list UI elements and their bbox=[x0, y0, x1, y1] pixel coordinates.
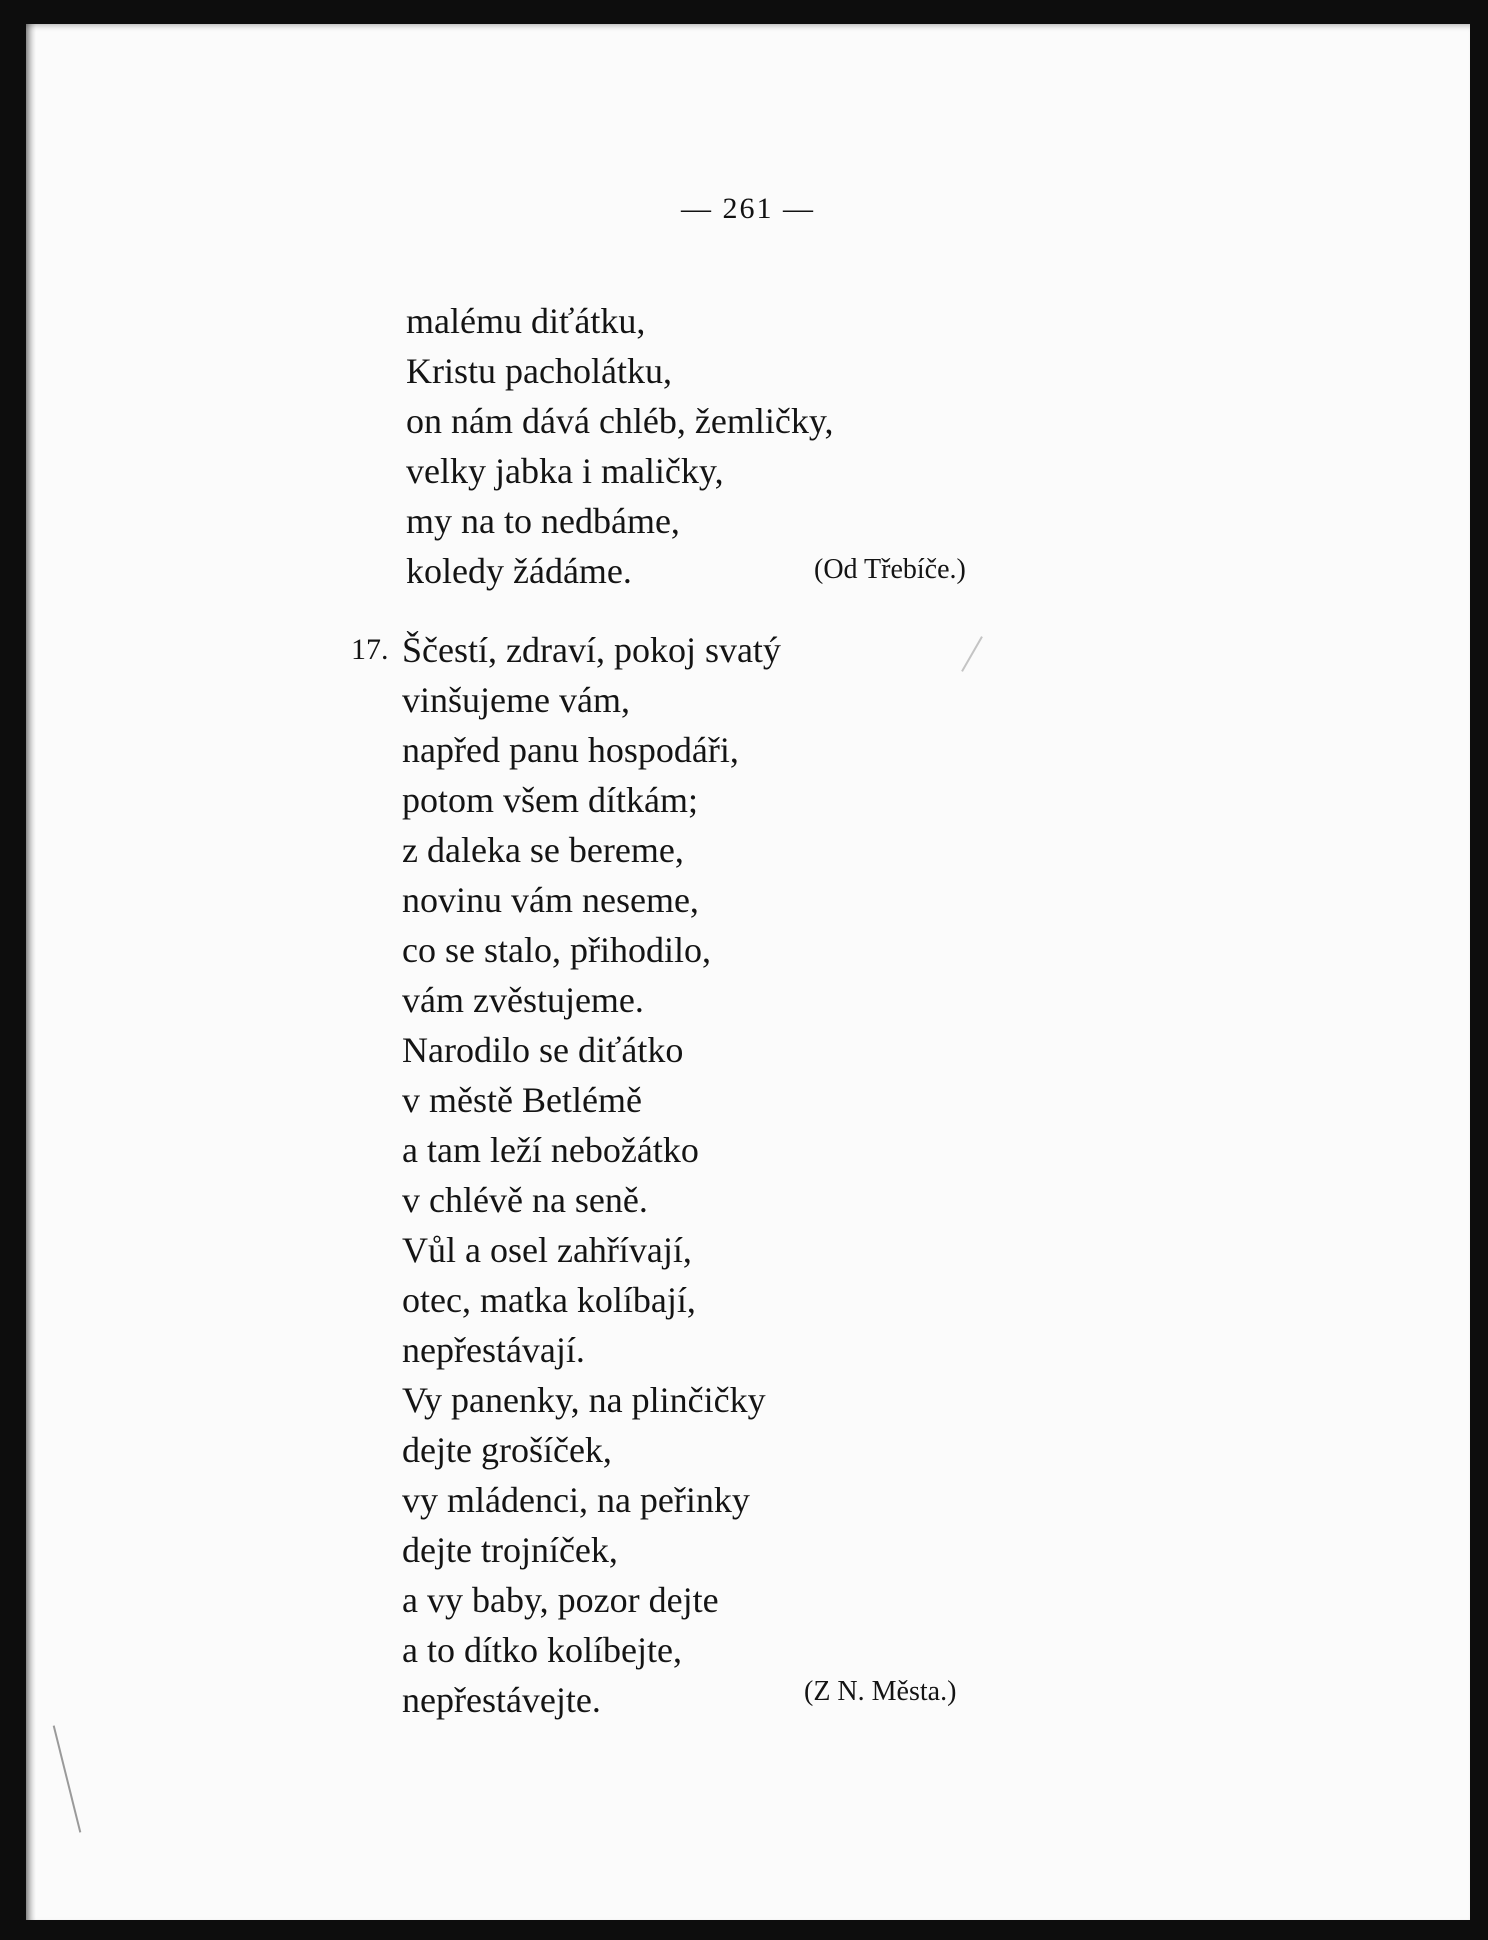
carol-16-text bbox=[406, 296, 834, 596]
pencil-mark bbox=[961, 636, 983, 672]
verse-line: otec, matka kolíbají, bbox=[402, 1280, 696, 1320]
verse-line: Narodilo se diťátko bbox=[402, 1030, 684, 1070]
verse-line: vám zvěstujeme. bbox=[402, 980, 644, 1020]
attribution-nove-mesto: (Z N. Města.) bbox=[804, 1676, 957, 1707]
pencil-mark bbox=[53, 1725, 82, 1832]
book-page bbox=[26, 24, 1470, 1920]
verse-line: nepřestávejte. bbox=[402, 1680, 601, 1720]
page-number: — 261 — bbox=[681, 192, 815, 225]
verse-line: dejte trojníček, bbox=[402, 1530, 618, 1570]
verse-line: my na to nedbáme, bbox=[406, 501, 680, 541]
carol-17-text bbox=[402, 625, 781, 1725]
verse-line: dejte grošíček, bbox=[402, 1430, 612, 1470]
verse-line: Ščestí, zdraví, pokoj svatý bbox=[402, 630, 781, 670]
verse-line: napřed panu hospodáři, bbox=[402, 730, 739, 770]
verse-line: a vy baby, pozor dejte bbox=[402, 1580, 719, 1620]
verse-line: Vůl a osel zahřívají, bbox=[402, 1230, 692, 1270]
verse-line: novinu vám neseme, bbox=[402, 880, 699, 920]
verse-line: a to dítko kolíbejte, bbox=[402, 1630, 682, 1670]
verse-line: velky jabka i maličky, bbox=[406, 451, 724, 491]
verse-line: Vy panenky, na plinčičky bbox=[402, 1380, 766, 1420]
verse-line: z daleka se bereme, bbox=[402, 830, 684, 870]
verse-line: vy mládenci, na peřinky bbox=[402, 1480, 750, 1520]
verse-line: potom všem dítkám; bbox=[402, 780, 698, 820]
verse-line: malému diťátku, bbox=[406, 301, 646, 341]
verse-line: vinšujeme vám, bbox=[402, 680, 630, 720]
verse-line: a tam leží nebožátko bbox=[402, 1130, 699, 1170]
verse-line: on nám dává chléb, žemličky, bbox=[406, 401, 834, 441]
verse-line: v chlévě na seně. bbox=[402, 1180, 648, 1220]
verse-line: nepřestávají. bbox=[402, 1330, 585, 1370]
verse-line: co se stalo, přihodilo, bbox=[402, 930, 711, 970]
carol-number: 17. bbox=[351, 633, 389, 666]
verse-line: Kristu pacholátku, bbox=[406, 351, 672, 391]
verse-line: v městě Betlémě bbox=[402, 1080, 642, 1120]
verse-line: koledy žádáme. bbox=[406, 551, 632, 591]
attribution-trebic: (Od Třebíče.) bbox=[814, 554, 966, 585]
page-edge-shadow bbox=[26, 24, 36, 1920]
